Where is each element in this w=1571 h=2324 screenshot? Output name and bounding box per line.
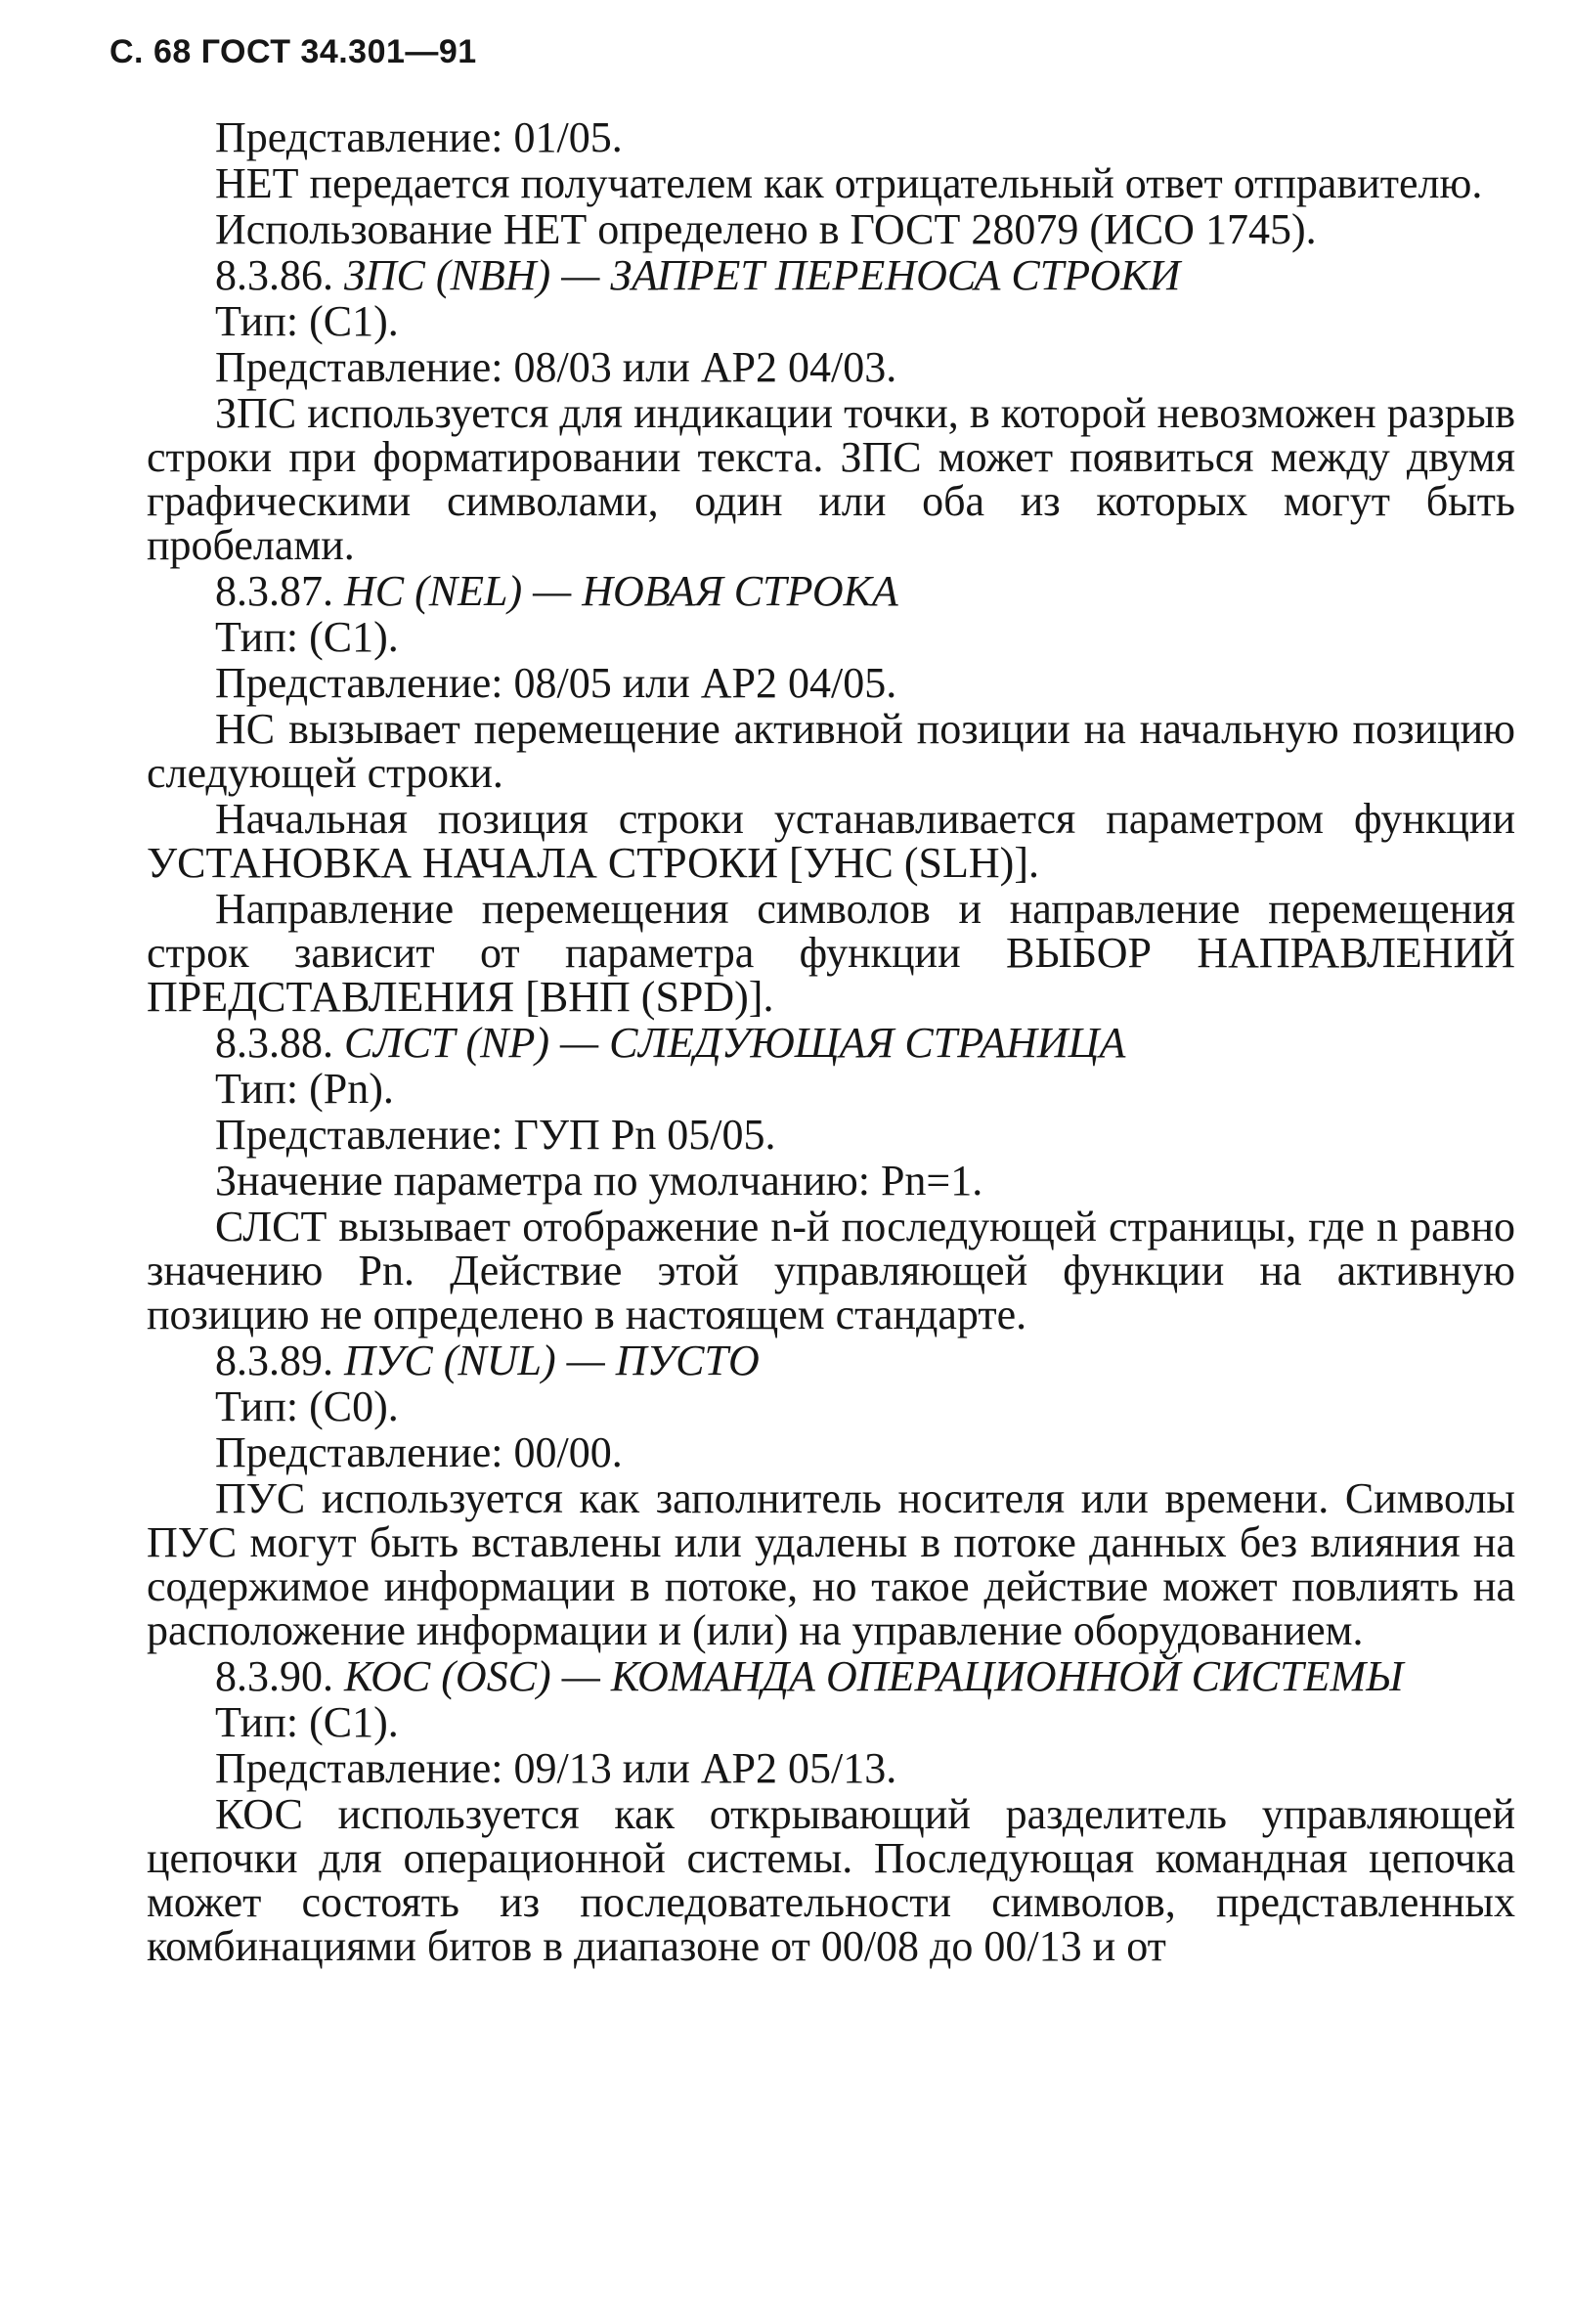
paragraph: Начальная позиция строки устанавливается параметром функции УСТАНОВКА НАЧАЛА СТРОКИ [УНС (SLH)]. — [147, 795, 1515, 887]
paragraph: ПУС используется как заполнитель носителя или времени. Символы ПУС могут быть вставлены или удалены в потоке данных без влияния на содержимое информации в потоке, но такое действие может повлиять на расположение информации и (или) на управление оборудованием. — [147, 1474, 1515, 1654]
section-heading-8-3-90 — [147, 1654, 1515, 1698]
paragraph: Использование НЕТ определено в ГОСТ 28079 (ИСО 1745). — [215, 205, 1317, 253]
paragraph: НЕТ передается получателем как отрицательный ответ отправителю. — [215, 159, 1483, 207]
section-title: КОС (OSC) — КОМАНДА ОПЕРАЦИОННОЙ СИСТЕМЫ — [344, 1652, 1404, 1700]
paragraph: Представление: 08/05 или АР2 04/05. — [215, 659, 897, 707]
paragraph: СЛСТ вызывает отображение n-й последующей страницы, где n равно значению Pn. Действие этой управляющей функции на активную позицию не определено в настоящем стандарте. — [147, 1203, 1515, 1338]
section-heading-8-3-86 — [147, 253, 1515, 297]
paragraph: КОС используется как открывающий разделитель управляющей цепочки для операционной системы. Последующая командная цепочка может состоять из последовательности символов, представленных комбинациями битов в диапазоне от 00/08 до 00/13 и от — [147, 1790, 1515, 1970]
section-heading-8-3-89 — [147, 1338, 1515, 1382]
paragraph: Тип: (С1). — [215, 297, 399, 345]
section-number: 8.3.90. — [215, 1652, 333, 1700]
paragraph: Представление: 00/00. — [215, 1428, 623, 1476]
paragraph: Тип: (С1). — [215, 613, 399, 661]
section-number: 8.3.87. — [215, 567, 333, 615]
paragraph: Тип: (С1). — [215, 1698, 399, 1746]
paragraph: Значение параметра по умолчанию: Pn=1. — [215, 1157, 983, 1205]
paragraph: Представление: ГУП Pn 05/05. — [215, 1111, 776, 1159]
paragraph: Представление: 01/05. — [215, 113, 623, 161]
paragraph: Тип: (С0). — [215, 1382, 399, 1430]
paragraph: НС вызывает перемещение активной позиции на начальную позицию следующей строки. — [147, 705, 1515, 797]
section-heading-8-3-88 — [147, 1021, 1515, 1065]
paragraph: Представление: 09/13 или АР2 05/13. — [215, 1744, 897, 1792]
section-heading-8-3-87 — [147, 569, 1515, 613]
section-title: СЛСТ (NP) — СЛЕДУЮЩАЯ СТРАНИЦА — [344, 1019, 1126, 1067]
paragraph: Тип: (Pn). — [215, 1065, 394, 1113]
page-header: С. 68 ГОСТ 34.301—91 — [109, 33, 477, 70]
section-number: 8.3.86. — [215, 251, 333, 299]
section-title: ПУС (NUL) — ПУСТО — [344, 1337, 760, 1384]
paragraph: Представление: 08/03 или АР2 04/03. — [215, 343, 897, 391]
section-title: НС (NEL) — НОВАЯ СТРОКА — [344, 567, 898, 615]
paragraph: ЗПС используется для индикации точки, в которой невозможен разрыв строки при форматировании текста. ЗПС может появиться между двумя графическими символами, один или оба из которых могут быть пробелами. — [147, 389, 1515, 569]
section-number: 8.3.89. — [215, 1337, 333, 1384]
paragraph: Направление перемещения символов и направление перемещения строк зависит от параметра функции ВЫБОР НАПРАВЛЕНИЙ ПРЕДСТАВЛЕНИЯ [ВНП (SPD)]. — [147, 885, 1515, 1021]
section-title: ЗПС (NBH) — ЗАПРЕТ ПЕРЕНОСА СТРОКИ — [344, 251, 1181, 299]
section-number: 8.3.88. — [215, 1019, 333, 1067]
document-body — [147, 115, 1515, 1970]
